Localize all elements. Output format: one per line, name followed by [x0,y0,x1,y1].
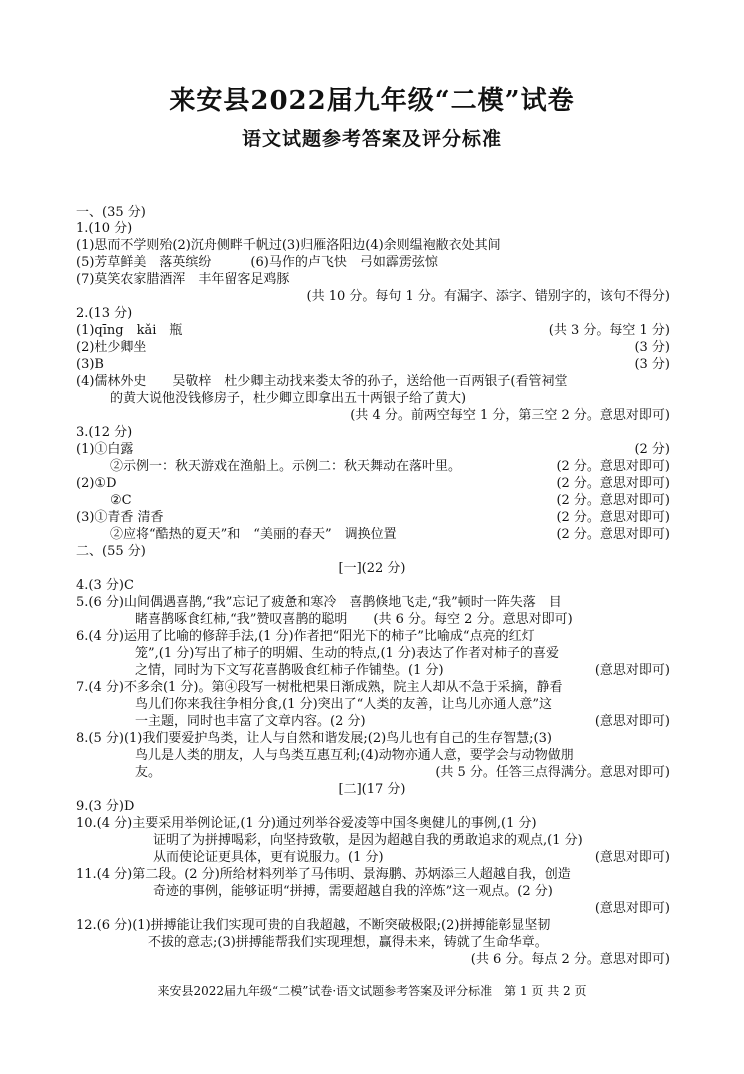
scoring-note: (共 3 分。每空 1 分) [548,323,670,338]
answer-line: 鸟儿们你来我往争相分食,(1 分)突出了“人类的友善，让鸟儿亦通人意”这 [135,697,552,712]
scoring-note: (意思对即可) [594,663,670,678]
answer-line: 的黄大说他没钱修房子，杜少卿立即拿出五十两银子给了黄大) [110,391,467,406]
answer-line: 10.(4 分)主要采用举例论证,(1 分)通过列举谷爱凌等中国冬奥健儿的事例,(1 分) [76,816,537,831]
subsection-heading: [二](17 分) [338,782,406,797]
answer-line: ②C [110,493,132,508]
answer-line: 不拔的意志;(3)拼搏能帮我们实现理想，赢得未来，铸就了生命华章。 [148,935,548,950]
answer-line: (1)①白露 [76,442,134,457]
answer-line: (3)B [76,357,104,372]
answer-line: 友。 [135,765,162,780]
answer-line: 笼”,(1 分)写出了柿子的明媚、生动的特点,(1 分)表达了作者对柿子的喜爱 [135,646,560,661]
answer-line: (3)①青香 清香 [76,510,164,525]
scoring-note: (意思对即可) [594,714,670,729]
scoring-note: (3 分) [634,340,670,355]
page-title: 来安县2022届九年级“二模”试卷 [169,86,575,116]
answer-line: 睹喜鹊啄食红柿,“我”赞叹喜鹊的聪明 (共 6 分。每空 2 分。意思对即可) [135,612,573,627]
subsection-heading: [一](22 分) [338,561,406,576]
answer-line: (7)莫笑农家腊酒浑 丰年留客足鸡豚 [76,272,290,287]
answer-line: 从而使论证更具体，更有说服力。(1 分) [153,850,384,865]
answer-line: (2)杜少卿坐 [76,340,147,355]
answer-line: 5.(6 分)山间偶遇喜鹊,“我”忘记了疲惫和寒冷 喜鹊倏地飞走,“我”顿时一阵失落 目 [76,595,562,610]
answer-line: (4)儒林外史 吴敬梓 杜少卿主动找来娄太爷的孙子，送给他一百两银子(看管祠堂 [76,374,568,389]
answer-line: 一主题，同时也丰富了文章内容。(2 分) [135,714,366,729]
scoring-note: (共 5 分。任答三点得满分。意思对即可) [435,765,670,780]
scoring-note: (2 分。意思对即可) [556,493,670,508]
answer-line: 12.(6 分)(1)拼搏能让我们实现可贵的自我超越，不断突破极限;(2)拼搏能彰显坚韧 [76,918,551,933]
question-heading: 2.(13 分) [76,306,133,321]
answer-line: ②示例一：秋天游戏在渔船上。示例二：秋天舞动在落叶里。 [110,459,462,474]
page-subtitle: 语文试题参考答案及评分标准 [241,128,502,150]
question-heading: 3.(12 分) [76,425,133,440]
answer-line: 之情，同时为下文写花喜鹊吸食红柿子作铺垫。(1 分) [135,663,444,678]
answer-line: 9.(3 分)D [76,799,135,814]
answer-line: 4.(3 分)C [76,578,134,593]
scoring-note: (2 分) [634,442,670,457]
scoring-note: (3 分) [634,357,670,372]
scoring-note: (2 分。意思对即可) [556,459,670,474]
answer-line: (5)芳草鲜美 落英缤纷 (6)马作的卢飞快 弓如霹雳弦惊 [76,255,438,270]
scoring-note: (意思对即可) [594,901,670,916]
answer-line: 证明了为拼搏喝彩，向坚持致敬，是因为超越自我的勇敢追求的观点,(1 分) [153,833,583,848]
answer-line: 奇迹的事例，能够证明“拼搏，需要超越自我的淬炼”这一观点。(2 分) [153,884,553,899]
scoring-note: (意思对即可) [594,850,670,865]
answer-line: ②应将“酷热的夏天”和 “美丽的春天” 调换位置 [110,527,397,542]
answer-line: 11.(4 分)第二段。(2 分)所给材料列举了马伟明、景海鹏、苏炳添三人超越自我，创造 [76,867,571,882]
question-heading: 1.(10 分) [76,221,133,236]
page-footer: 来安县2022届九年级“二模”试卷·语文试题参考答案及评分标准 第 1 页 共 2 页 [157,984,587,998]
answer-line: 8.(5 分)(1)我们要爱护鸟类，让人与自然和谐发展;(2)鸟儿也有自己的生存智慧;(3) [76,731,552,746]
answer-line: (2)①D [76,476,117,491]
scoring-note: (2 分。意思对即可) [556,527,670,542]
section-heading: 一、(35 分) [76,205,146,220]
answer-line: 7.(4 分)不多余(1 分)。第④段写一树枇杷果日渐成熟，院主人却从不急于采摘，静看 [76,680,563,695]
scoring-note: (共 6 分。每点 2 分。意思对即可) [470,952,670,967]
scoring-note: (2 分。意思对即可) [556,476,670,491]
answer-line: 6.(4 分)运用了比喻的修辞手法,(1 分)作者把“阳光下的柿子”比喻成“点亮的红灯 [76,629,535,644]
answer-line: (1)qīng kǎi 瓶 [76,323,183,338]
answer-line: 鸟儿是人类的朋友，人与鸟类互惠互利;(4)动物亦通人意，要学会与动物做朋 [135,748,574,763]
section-heading: 二、(55 分) [76,544,146,559]
answer-line: (1)思而不学则殆(2)沉舟侧畔千帆过(3)归雁洛阳边(4)余则缊袍敝衣处其间 [76,238,501,253]
scoring-note: (共 10 分。每句 1 分。有漏字、添字、错别字的，该句不得分) [306,289,670,304]
scoring-note: (2 分。意思对即可) [556,510,670,525]
scoring-note: (共 4 分。前两空每空 1 分，第三空 2 分。意思对即可) [350,408,670,423]
